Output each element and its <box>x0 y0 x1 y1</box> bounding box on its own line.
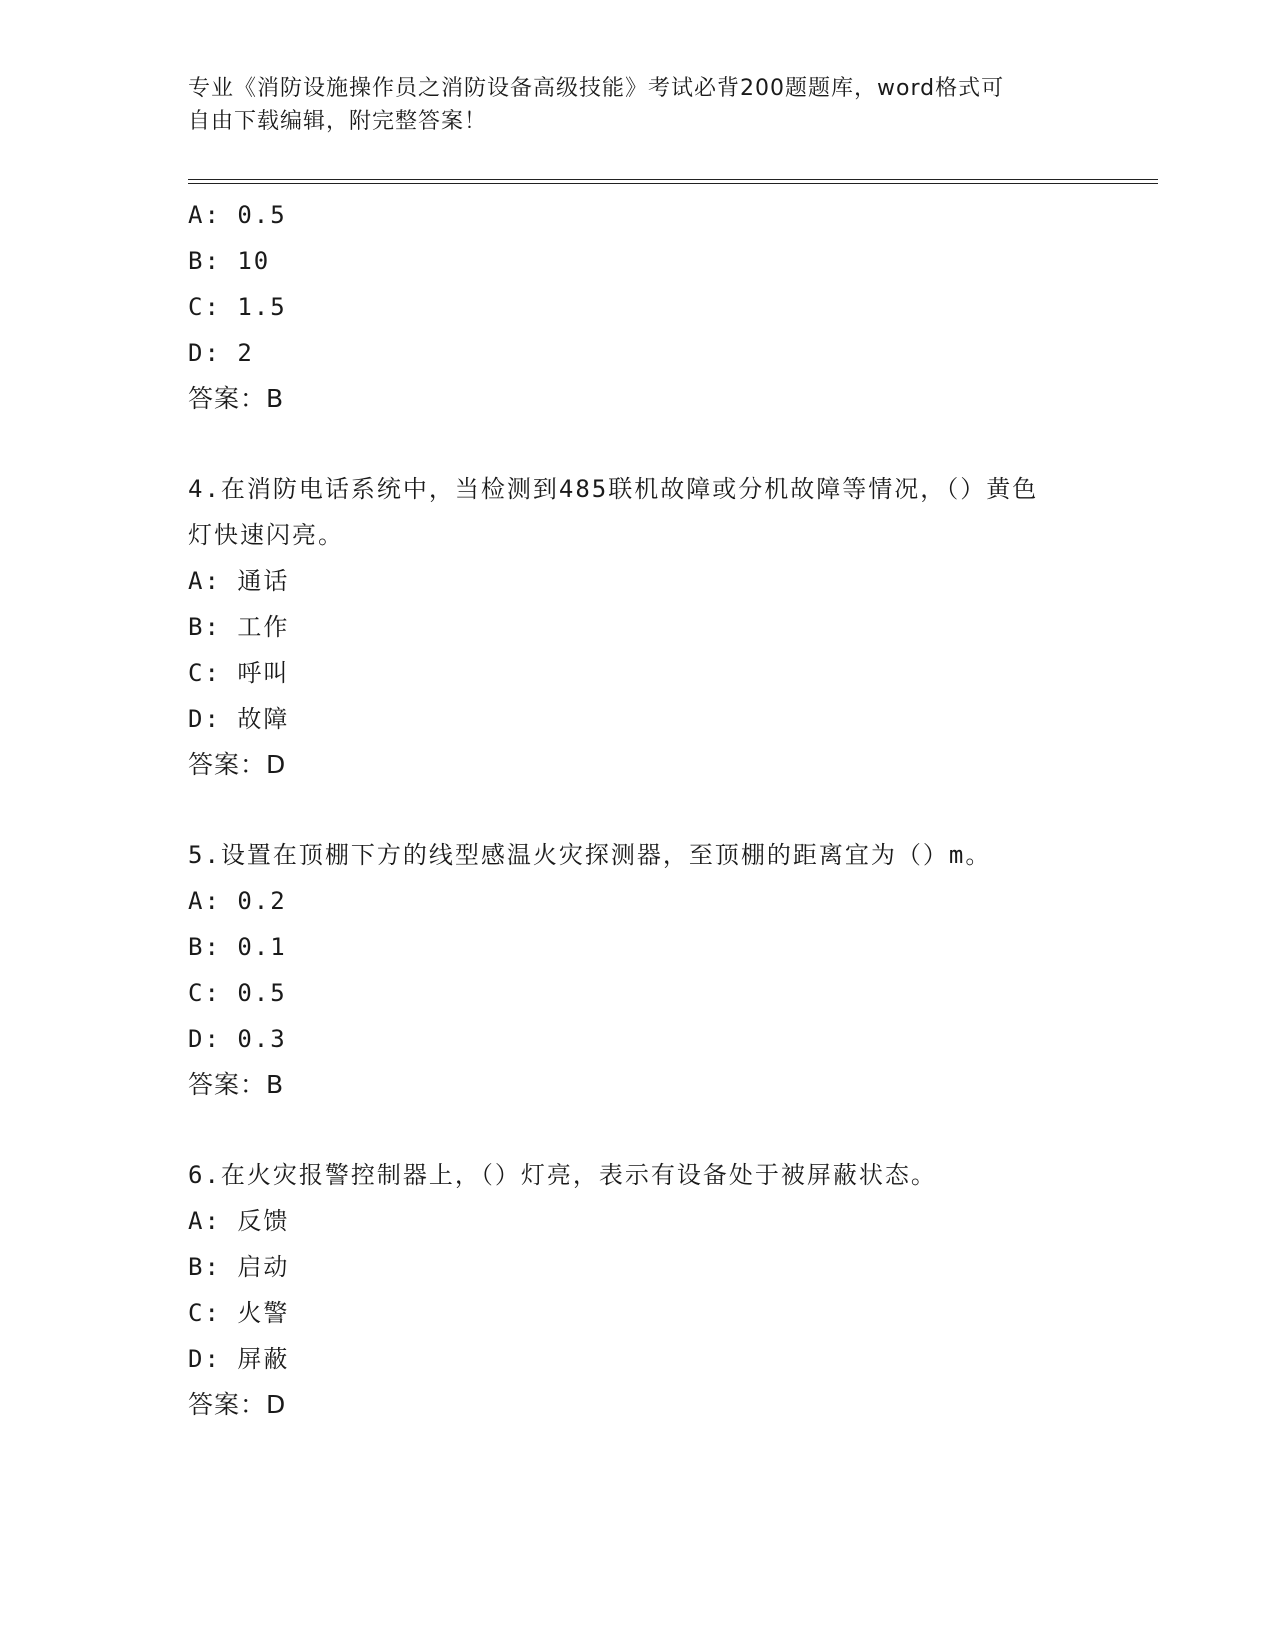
option-c: C: 火警 <box>188 1299 290 1327</box>
option-d: D: 0.3 <box>188 1025 287 1053</box>
question-3 <box>188 192 1088 422</box>
answer-line: 答案：B <box>188 384 285 413</box>
question-list <box>188 192 1088 1428</box>
option-b: B: 启动 <box>188 1253 290 1281</box>
answer-line: 答案：D <box>188 750 287 779</box>
header-rule-top <box>188 179 1158 180</box>
option-b: B: 10 <box>188 247 271 275</box>
spacer <box>188 788 1088 832</box>
option-d: D: 2 <box>188 339 254 367</box>
spacer <box>188 1108 1088 1152</box>
question-text: 5.设置在顶棚下方的线型感温火灾探测器，至顶棚的距离宜为（）m。 <box>188 841 992 869</box>
option-b: B: 0.1 <box>188 933 287 961</box>
question-text: 4.在消防电话系统中，当检测到485联机故障或分机故障等情况，（）黄色灯快速闪亮。 <box>188 475 1039 549</box>
option-d: D: 屏蔽 <box>188 1345 290 1373</box>
spacer <box>188 422 1088 466</box>
header-line-1: 专业《消防设施操作员之消防设备高级技能》考试必背200题题库，word格式可 <box>188 76 1005 101</box>
document-header <box>188 72 1088 138</box>
question-6 <box>188 1152 1088 1428</box>
option-a: A: 通话 <box>188 567 290 595</box>
option-b: B: 工作 <box>188 613 290 641</box>
answer-line: 答案：D <box>188 1390 287 1419</box>
option-a: A: 反馈 <box>188 1207 290 1235</box>
header-rule-bottom <box>188 183 1158 184</box>
answer-line: 答案：B <box>188 1070 285 1099</box>
option-c: C: 0.5 <box>188 979 287 1007</box>
question-4 <box>188 466 1088 788</box>
option-c: C: 1.5 <box>188 293 287 321</box>
option-d: D: 故障 <box>188 705 290 733</box>
question-text: 6.在火灾报警控制器上，（）灯亮，表示有设备处于被屏蔽状态。 <box>188 1161 937 1189</box>
option-a: A: 0.5 <box>188 201 287 229</box>
header-line-2: 自由下载编辑，附完整答案！ <box>188 109 488 134</box>
question-5 <box>188 832 1088 1108</box>
option-c: C: 呼叫 <box>188 659 290 687</box>
option-a: A: 0.2 <box>188 887 287 915</box>
